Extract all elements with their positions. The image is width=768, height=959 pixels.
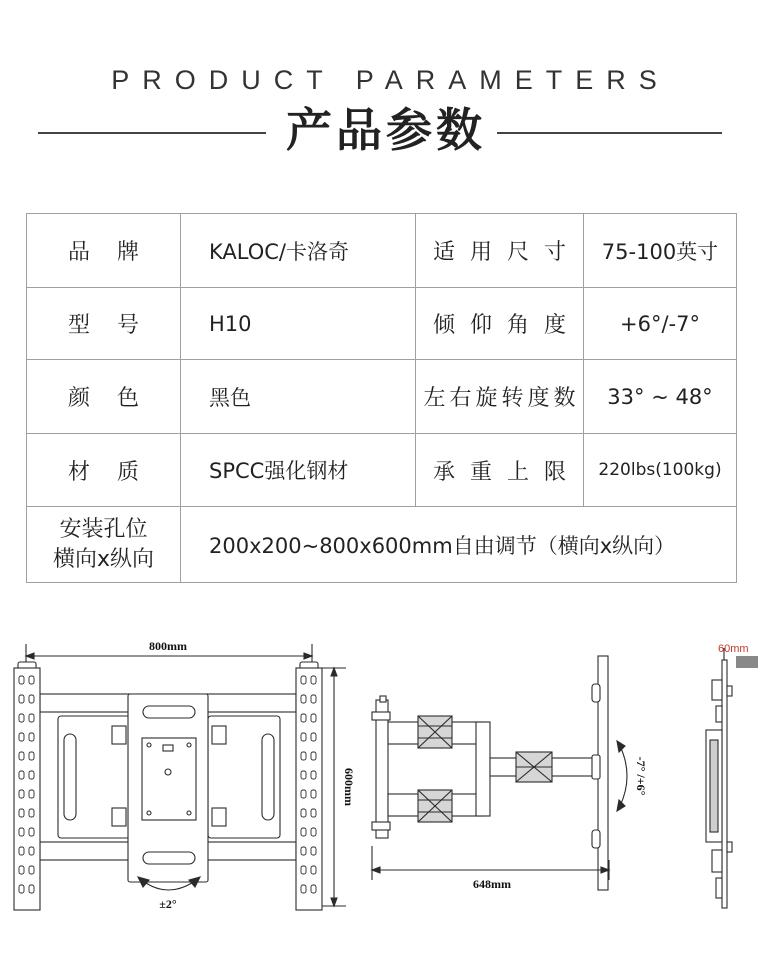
pivot-joint-lower bbox=[418, 790, 452, 822]
tilt-arrow bbox=[617, 741, 627, 811]
side-view-drawing bbox=[372, 656, 627, 890]
wall-plate-side bbox=[372, 696, 390, 838]
color-value: 黑色 bbox=[181, 360, 416, 434]
depth-dimension-label: 648mm bbox=[473, 877, 511, 891]
screen-size-value: 75-100英寸 bbox=[584, 214, 737, 288]
tilt-angle-value: +6°/-7° bbox=[584, 288, 737, 360]
spec-row-brand bbox=[27, 214, 737, 288]
depth-dimension-line bbox=[372, 846, 609, 880]
mount-profile-body bbox=[706, 680, 732, 898]
thickness-dimension-label: 60mm bbox=[718, 643, 749, 655]
spec-row-model bbox=[27, 288, 737, 360]
brand-label: 品 牌 bbox=[27, 214, 181, 288]
profile-view-drawing bbox=[706, 648, 758, 908]
mounting-pattern-label bbox=[27, 507, 181, 583]
swivel-angle-value: 33° ~ 48° bbox=[584, 360, 737, 434]
tilt-angle-label: 倾 仰 角 度 bbox=[416, 288, 584, 360]
spec-table bbox=[26, 213, 737, 583]
tv-plate-profile bbox=[722, 648, 727, 908]
model-value: H10 bbox=[181, 288, 416, 360]
rail-right bbox=[296, 662, 322, 910]
spec-row-mounting bbox=[27, 507, 737, 583]
spec-row-color bbox=[27, 360, 737, 434]
title-divider-right bbox=[497, 132, 722, 134]
rail-left bbox=[14, 662, 40, 910]
swing-arm-right bbox=[208, 716, 280, 838]
material-label: 材 质 bbox=[27, 434, 181, 507]
width-dimension-label: 800mm bbox=[149, 639, 187, 653]
spec-row-material bbox=[27, 434, 737, 507]
thickness-marker bbox=[736, 656, 758, 668]
swivel-angle-label: 左右旋转度数 bbox=[416, 360, 584, 434]
title-english: PRODUCT PARAMETERS bbox=[111, 65, 670, 95]
tv-plate-side bbox=[592, 656, 608, 890]
color-label: 颜 色 bbox=[27, 360, 181, 434]
pivot-joint-upper bbox=[418, 716, 452, 748]
mounting-pattern-label-line1: 安装孔位 bbox=[59, 516, 148, 542]
screen-size-label: 适 用 尺 寸 bbox=[416, 214, 584, 288]
model-label: 型 号 bbox=[27, 288, 181, 360]
wall-plate-front bbox=[128, 694, 208, 882]
technical-drawings bbox=[0, 600, 768, 959]
mounting-pattern-value: 200x200~800x600mm自由调节（横向x纵向） bbox=[181, 507, 737, 583]
tilt-angle-label: -7° /+6° bbox=[634, 756, 648, 796]
mounting-pattern-label-line2: 横向x纵向 bbox=[52, 546, 155, 572]
material-value: SPCC强化钢材 bbox=[181, 434, 416, 507]
swing-arm-left bbox=[58, 716, 130, 838]
load-capacity-value: 220lbs(100kg) bbox=[584, 434, 737, 507]
title-chinese: 产品参数 bbox=[286, 103, 486, 157]
arm-connector bbox=[476, 722, 490, 816]
brand-value: KALOC/卡洛奇 bbox=[181, 214, 416, 288]
load-capacity-label: 承 重 上 限 bbox=[416, 434, 584, 507]
height-dimension-label: 600mm bbox=[342, 768, 356, 806]
swivel-angle-label: ±2° bbox=[159, 897, 177, 911]
pivot-joint-middle bbox=[516, 752, 552, 782]
front-view-drawing bbox=[14, 644, 346, 910]
